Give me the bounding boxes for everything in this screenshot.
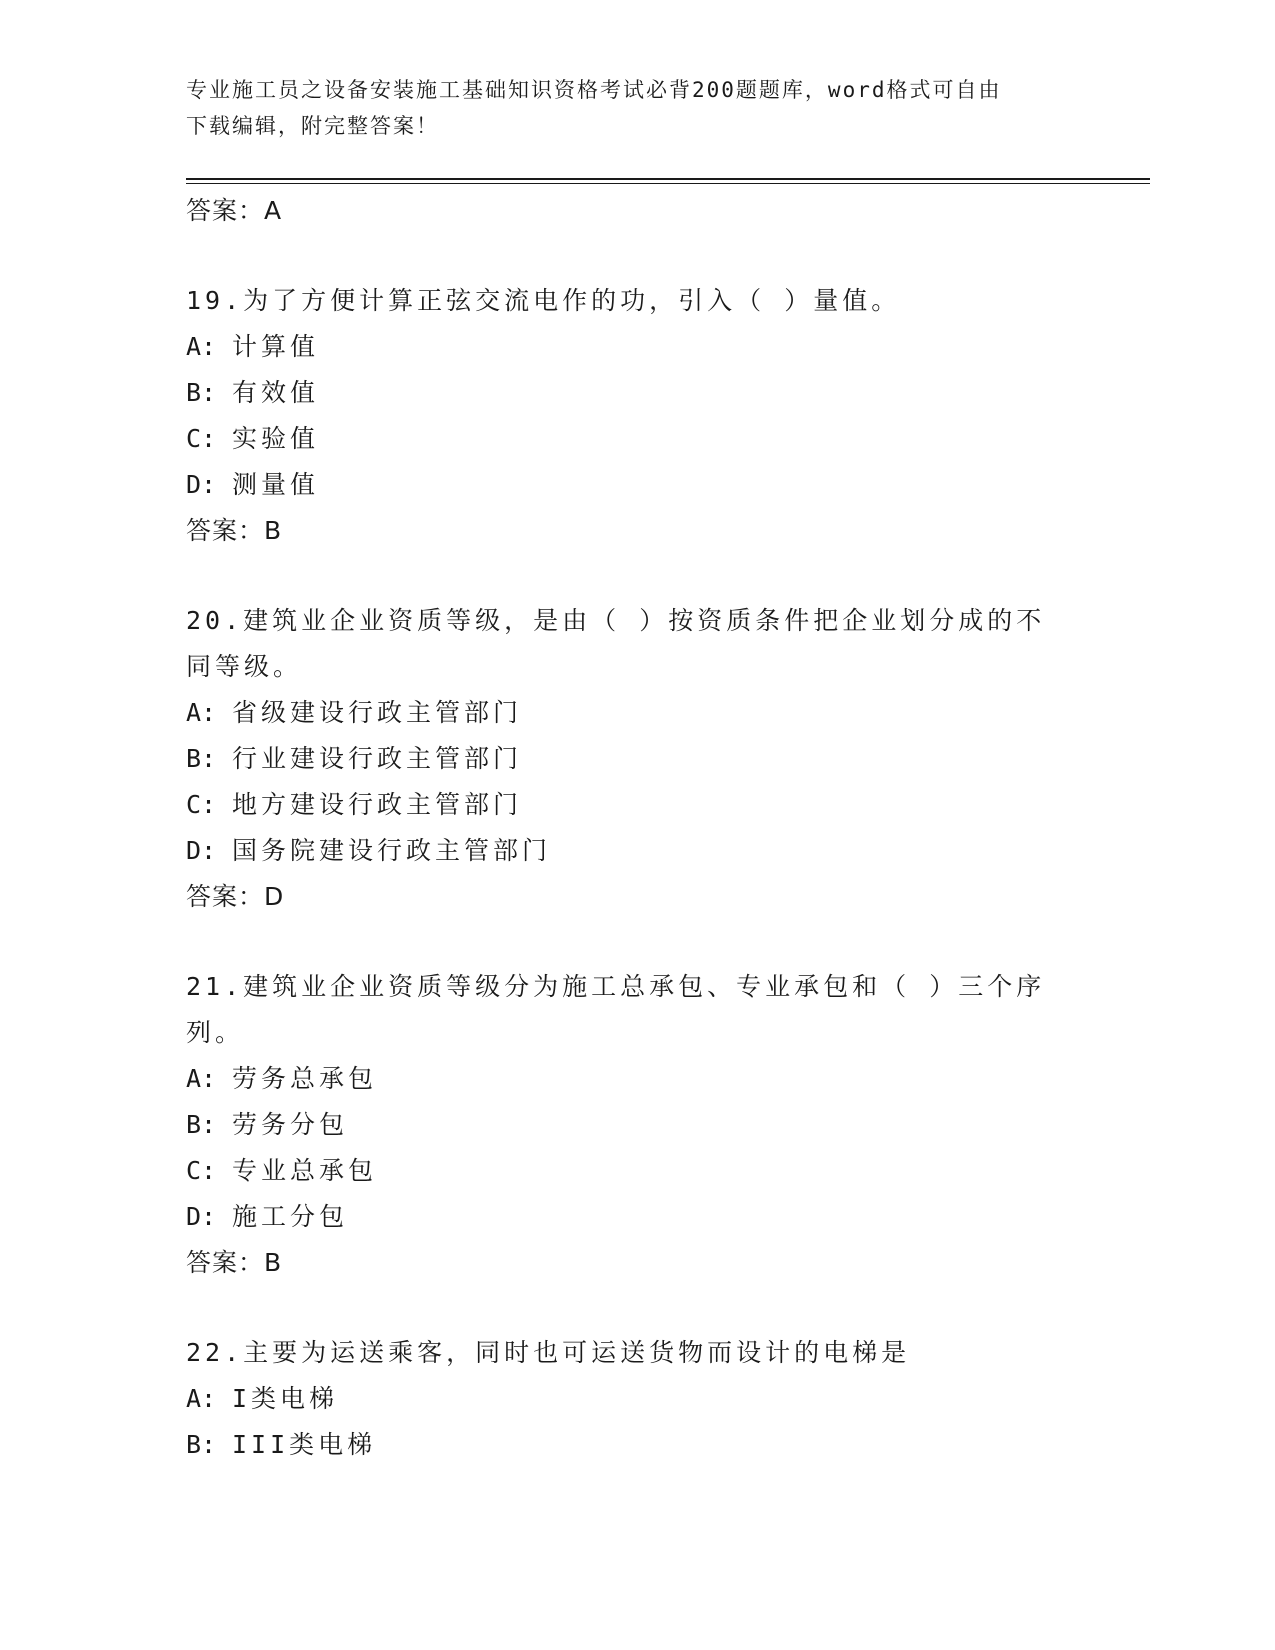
option-letter: D: bbox=[186, 470, 217, 499]
answer-value: D bbox=[264, 882, 285, 911]
option-text: 实验值 bbox=[232, 424, 320, 453]
option-letter: A: bbox=[186, 1064, 217, 1093]
option-a bbox=[186, 1056, 1086, 1102]
option-text: 劳务分包 bbox=[232, 1110, 349, 1139]
option-text: 有效值 bbox=[232, 378, 320, 407]
header-divider-thick bbox=[186, 178, 1150, 180]
option-text: 国务院建设行政主管部门 bbox=[232, 836, 552, 865]
question-text bbox=[186, 278, 1066, 324]
question-stem: 建筑业企业资质等级分为施工总承包、专业承包和（ ）三个序列。 bbox=[186, 972, 1046, 1047]
question-text bbox=[186, 598, 1066, 690]
option-text: 劳务总承包 bbox=[232, 1064, 378, 1093]
option-a bbox=[186, 324, 1086, 370]
option-d bbox=[186, 462, 1086, 508]
answer-label: 答案： bbox=[186, 516, 265, 545]
option-b bbox=[186, 1422, 1086, 1468]
option-c bbox=[186, 1148, 1086, 1194]
question-stem: 为了方便计算正弦交流电作的功，引入（ ）量值。 bbox=[243, 286, 901, 315]
option-d bbox=[186, 828, 1086, 874]
question-number: 19. bbox=[186, 286, 244, 315]
option-letter: B: bbox=[186, 378, 217, 407]
question-number: 21. bbox=[186, 972, 244, 1001]
question-stem: 建筑业企业资质等级，是由（ ）按资质条件把企业划分成的不同等级。 bbox=[186, 606, 1046, 681]
option-text: 专业总承包 bbox=[232, 1156, 378, 1185]
question-list bbox=[186, 188, 1086, 1468]
question-number: 20. bbox=[186, 606, 244, 635]
header-divider-thin bbox=[186, 183, 1150, 184]
option-letter: C: bbox=[186, 1156, 217, 1185]
option-letter: A: bbox=[186, 1384, 217, 1413]
option-letter: B: bbox=[186, 1430, 217, 1459]
option-letter: D: bbox=[186, 1202, 217, 1231]
answer-value: B bbox=[264, 516, 283, 545]
option-text: 地方建设行政主管部门 bbox=[232, 790, 523, 819]
option-letter: B: bbox=[186, 1110, 217, 1139]
option-text: 施工分包 bbox=[232, 1202, 349, 1231]
question-22 bbox=[186, 1330, 1086, 1468]
option-text: I类电梯 bbox=[232, 1384, 339, 1413]
document-header bbox=[186, 72, 1066, 144]
option-b bbox=[186, 370, 1086, 416]
question-19 bbox=[186, 278, 1086, 554]
answer-value: B bbox=[264, 1248, 283, 1277]
question-text bbox=[186, 964, 1066, 1056]
header-title-line-1: 专业施工员之设备安装施工基础知识资格考试必背200题题库，word格式可自由 bbox=[186, 78, 1002, 102]
option-letter: B: bbox=[186, 744, 217, 773]
option-letter: D: bbox=[186, 836, 217, 865]
option-text: III类电梯 bbox=[232, 1430, 377, 1459]
option-text: 行业建设行政主管部门 bbox=[232, 744, 523, 773]
answer-value: A bbox=[264, 196, 283, 225]
option-letter: C: bbox=[186, 790, 217, 819]
answer-line bbox=[186, 874, 1086, 920]
question-stem: 主要为运送乘客，同时也可运送货物而设计的电梯是 bbox=[243, 1338, 911, 1367]
answer-label: 答案： bbox=[186, 1248, 265, 1277]
answer-label: 答案： bbox=[186, 882, 265, 911]
answer-line bbox=[186, 508, 1086, 554]
answer-label: 答案： bbox=[186, 196, 265, 225]
option-a bbox=[186, 690, 1086, 736]
question-text bbox=[186, 1330, 1066, 1376]
question-21 bbox=[186, 964, 1086, 1286]
option-letter: A: bbox=[186, 698, 217, 727]
option-c bbox=[186, 416, 1086, 462]
option-d bbox=[186, 1194, 1086, 1240]
option-text: 测量值 bbox=[232, 470, 320, 499]
answer-line-previous bbox=[186, 188, 1086, 234]
header-title-line-2: 下载编辑，附完整答案！ bbox=[186, 114, 439, 138]
option-a bbox=[186, 1376, 1086, 1422]
question-number: 22. bbox=[186, 1338, 244, 1367]
option-b bbox=[186, 1102, 1086, 1148]
option-letter: C: bbox=[186, 424, 217, 453]
option-letter: A: bbox=[186, 332, 217, 361]
option-b bbox=[186, 736, 1086, 782]
option-text: 省级建设行政主管部门 bbox=[232, 698, 523, 727]
question-20 bbox=[186, 598, 1086, 920]
answer-line bbox=[186, 1240, 1086, 1286]
option-text: 计算值 bbox=[232, 332, 320, 361]
option-c bbox=[186, 782, 1086, 828]
